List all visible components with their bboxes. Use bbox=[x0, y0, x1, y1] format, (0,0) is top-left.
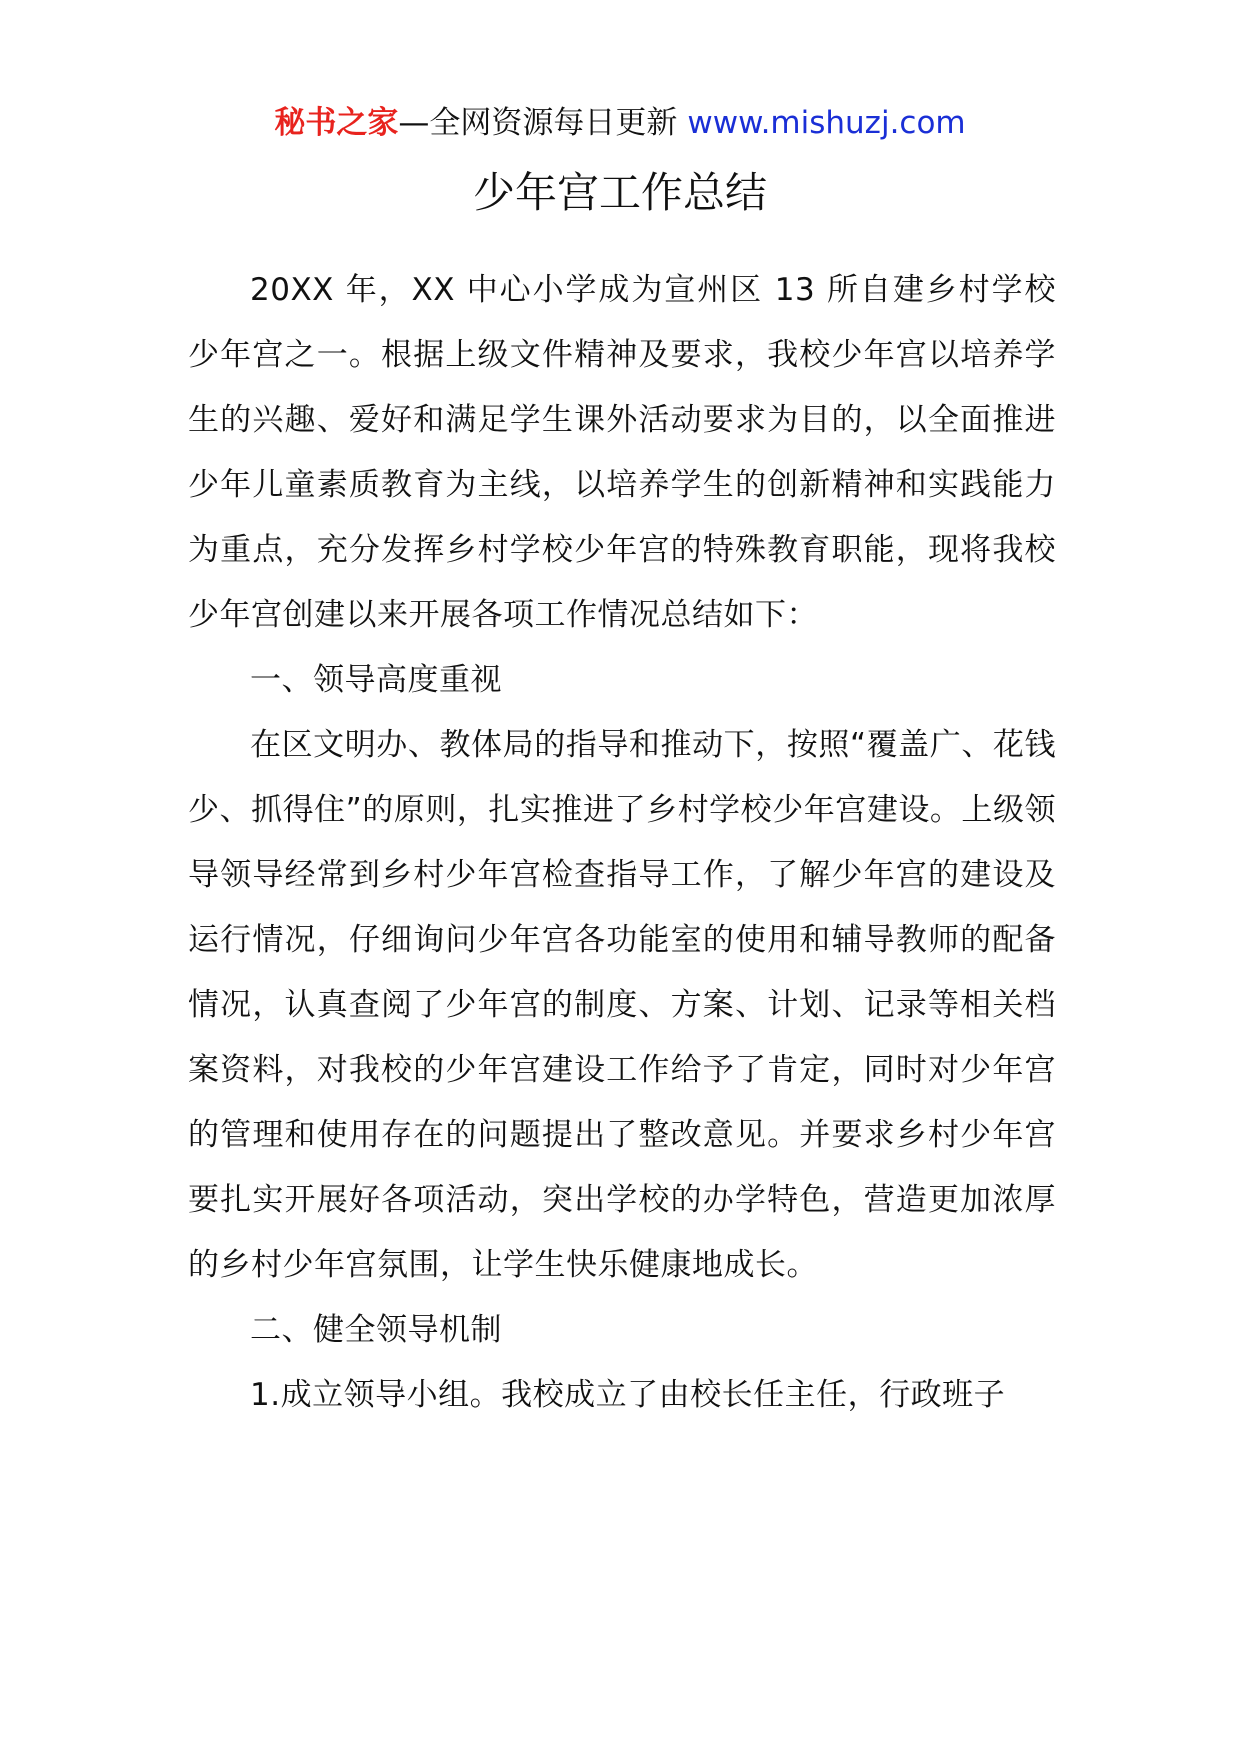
document-title: 少年宫工作总结 bbox=[472, 168, 767, 217]
brand-name: 秘书之家 bbox=[274, 105, 399, 141]
site-header bbox=[0, 100, 1240, 146]
paragraph-section-1: 在区文明办、教体局的指导和推动下，按照“覆盖广、花钱少、抓得住”的原则，扎实推进了乡村学校少年宫建设。上级领导领导经常到乡村少年宫检查指导工作，了解少年宫的建设及运行情况，仔细询问少年宫各功能室的使用和辅导教师的配备情况，认真查阅了少年宫的制度、方案、计划、记录等相关档案资料，对我校的少年宫建设工作给予了肯定，同时对少年宫的管理和使用存在的问题提出了整改意见。并要求乡村少年宫要扎实开展好各项活动，突出学校的办学特色，营造更加浓厚的乡村少年宫氛围，让学生快乐健康地成长。 bbox=[188, 727, 1056, 1283]
site-url-link[interactable]: www.mishuzj.com bbox=[687, 105, 966, 141]
paragraph-section-2-item-1: 1.成立领导小组。我校成立了由校长任主任，行政班子 bbox=[250, 1377, 1006, 1413]
section-heading-2: 二、健全领导机制 bbox=[250, 1312, 502, 1348]
header-slogan: —全网资源每日更新 bbox=[398, 105, 678, 141]
paragraph-intro: 20XX 年，XX 中心小学成为宣州区 13 所自建乡村学校少年宫之一。根据上级文件精神及要求，我校少年宫以培养学生的兴趣、爱好和满足学生课外活动要求为目的，以全面推进少年儿童素质教育为主线，以培养学生的创新精神和实践能力为重点，充分发挥乡村学校少年宫的特殊教育职能，现将我校少年宫创建以来开展各项工作情况总结如下： bbox=[188, 272, 1056, 633]
document-body bbox=[188, 258, 1056, 1428]
section-heading-1: 一、领导高度重视 bbox=[250, 662, 502, 698]
